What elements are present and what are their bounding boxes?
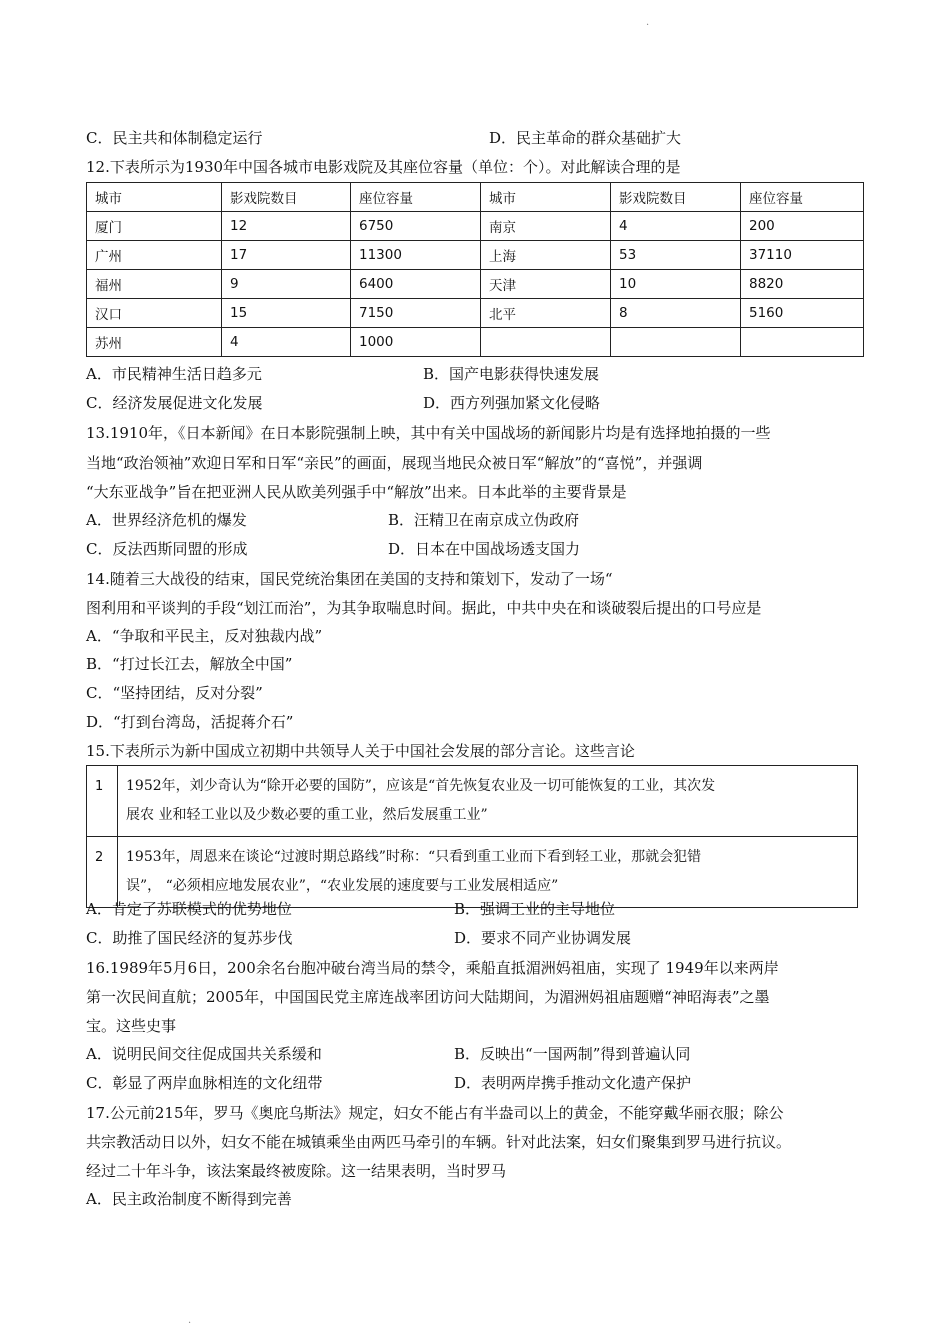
table-cell: [481, 328, 611, 357]
table-cell: 6400: [351, 270, 481, 299]
q12-cinema-table: [86, 182, 864, 357]
table-cell-number: 2: [87, 837, 118, 908]
q13-option-b: B．汪精卫在南京成立伪政府: [388, 511, 580, 529]
header-dot: ·: [646, 20, 650, 31]
table-cell: 1000: [351, 328, 481, 357]
table-row: [87, 837, 858, 908]
q13-stem-line: “大东亚战争”旨在把亚洲人民从欧美列强手中“解放”出来。日本此举的主要背景是: [86, 483, 627, 501]
q13-option-c: C．反法西斯同盟的形成: [86, 540, 248, 558]
q16-stem-line: 16.1989年5月6日，200余名台胞冲破台湾当局的禁令，乘船直抵湄洲妈祖庙，实现了 1949年以来两岸: [86, 959, 779, 977]
table-cell: 广州: [87, 241, 222, 270]
q17-stem-line: 经过二十年斗争，该法案最终被废除。这一结果表明，当时罗马: [86, 1162, 507, 1180]
q14-option-c: C．“坚持团结，反对分裂”: [86, 684, 263, 702]
table-cell: [611, 328, 741, 357]
table-row: [87, 766, 858, 837]
q15-option-a: A．肯定了苏联模式的优势地位: [86, 900, 292, 918]
q14-option-a: A．“争取和平民主，反对独裁内战”: [86, 627, 323, 645]
q15-option-c: C．助推了国民经济的复苏步伐: [86, 929, 293, 947]
table-cell: [741, 328, 864, 357]
table-cell-number: 1: [87, 766, 118, 837]
table-cell: 8: [611, 299, 741, 328]
table-cell: 北平: [481, 299, 611, 328]
table-cell: 12: [222, 212, 351, 241]
table-cell: 上海: [481, 241, 611, 270]
quote-line: 1952年，刘少奇认为“除开必要的国防”，应该是“首先恢复农业及一切可能恢复的工业，其次发: [126, 778, 716, 794]
table-cell: 苏州: [87, 328, 222, 357]
q17-stem-line: 17.公元前215年，罗马《奥庇乌斯法》规定，妇女不能占有半盎司以上的黄金，不能穿戴华丽衣服；除公: [86, 1104, 784, 1122]
q15-option-b: B．强调工业的主导地位: [454, 900, 616, 918]
table-cell: 福州: [87, 270, 222, 299]
table-cell: 200: [741, 212, 864, 241]
table-cell: 9: [222, 270, 351, 299]
q13-stem-line: 当地“政治领袖”欢迎日军和日军“亲民”的画面，展现当地民众被日军“解放”的“喜悦”，并强调: [86, 454, 703, 472]
q14-stem-line: 图利用和平谈判的手段“划江而治”，为其争取喘息时间。据此，中共中央在和谈破裂后提出的口号应是: [86, 599, 762, 617]
table-header-cell: 城市: [87, 183, 222, 212]
table-header-cell: 影戏院数目: [222, 183, 351, 212]
table-cell: 7150: [351, 299, 481, 328]
q11-option-c: C．民主共和体制稳定运行: [86, 129, 263, 147]
table-cell: 37110: [741, 241, 864, 270]
q13-stem-line: 13.1910年，《日本新闻》在日本影院强制上映，其中有关中国战场的新闻影片均是有选择地拍摄的一些: [86, 424, 771, 442]
quote-line: 误”， “必须相应地发展农业”，“农业发展的速度要与工业发展相适应”: [126, 878, 559, 894]
table-cell-quote: [118, 766, 858, 837]
table-cell: 天津: [481, 270, 611, 299]
q14-option-d: D．“打到台湾岛，活捉蒋介石”: [86, 713, 294, 731]
quote-line: 1953年，周恩来在谈论“过渡时期总路线”时称：“只看到重工业而下看到轻工业，那就会犯错: [126, 849, 702, 865]
table-row: [87, 299, 864, 328]
table-header-cell: 影戏院数目: [611, 183, 741, 212]
q16-option-a: A．说明民间交往促成国共关系缓和: [86, 1045, 322, 1063]
footer-dot: ·: [188, 1318, 192, 1329]
q16-stem-line: 宝。这些史事: [86, 1017, 177, 1035]
q14-option-b: B．“打过长江去，解放全中国”: [86, 655, 293, 673]
q11-option-d: D．民主革命的群众基础扩大: [489, 129, 682, 147]
table-cell: 17: [222, 241, 351, 270]
q12-option-d: D．西方列强加紧文化侵略: [423, 394, 601, 412]
table-header-cell: 座位容量: [351, 183, 481, 212]
q13-option-a: A．世界经济危机的爆发: [86, 511, 247, 529]
table-cell: 5160: [741, 299, 864, 328]
table-cell: 南京: [481, 212, 611, 241]
q15-option-d: D．要求不同产业协调发展: [454, 929, 632, 947]
table-header-cell: 城市: [481, 183, 611, 212]
table-cell-quote: [118, 837, 858, 908]
table-cell: 6750: [351, 212, 481, 241]
table-cell: 8820: [741, 270, 864, 299]
table-row: [87, 212, 864, 241]
table-cell: 4: [222, 328, 351, 357]
q12-option-c: C．经济发展促进文化发展: [86, 394, 263, 412]
q16-stem-line: 第一次民间直航；2005年，中国国民党主席连战率团访问大陆期间，为湄洲妈祖庙题赠“神昭海表”之墨: [86, 988, 770, 1006]
quote-line: 展农 业和轻工业以及少数必要的重工业，然后发展重工业”: [126, 807, 488, 823]
table-row: [87, 328, 864, 357]
q15-quote-table: [86, 765, 858, 908]
q16-option-d: D．表明两岸携手推动文化遗产保护: [454, 1074, 692, 1092]
table-row: [87, 270, 864, 299]
q12-option-b: B．国产电影获得快速发展: [423, 365, 600, 383]
q13-option-d: D．日本在中国战场透支国力: [388, 540, 581, 558]
table-cell: 15: [222, 299, 351, 328]
q14-stem-line: 14.随着三大战役的结束，国民党统治集团在美国的支持和策划下，发动了一场“: [86, 570, 613, 588]
q16-option-c: C．彰显了两岸血脉相连的文化纽带: [86, 1074, 323, 1092]
table-header-row: [87, 183, 864, 212]
table-cell: 4: [611, 212, 741, 241]
q12-option-a: A．市民精神生活日趋多元: [86, 365, 262, 383]
q15-stem: 15.下表所示为新中国成立初期中共领导人关于中国社会发展的部分言论。这些言论: [86, 742, 635, 760]
table-row: [87, 241, 864, 270]
table-cell: 汉口: [87, 299, 222, 328]
table-cell: 10: [611, 270, 741, 299]
q16-option-b: B．反映出“一国两制”得到普遍认同: [454, 1045, 691, 1063]
q17-option-a: A．民主政治制度不断得到完善: [86, 1190, 292, 1208]
table-cell: 11300: [351, 241, 481, 270]
table-header-cell: 座位容量: [741, 183, 864, 212]
table-cell: 厦门: [87, 212, 222, 241]
table-cell: 53: [611, 241, 741, 270]
q17-stem-line: 共宗教活动日以外，妇女不能在城镇乘坐由两匹马牵引的车辆。针对此法案，妇女们聚集到罗马进行抗议。: [86, 1133, 792, 1151]
q12-stem: 12.下表所示为1930年中国各城市电影戏院及其座位容量（单位：个）。对此解读合理的是: [86, 158, 681, 176]
